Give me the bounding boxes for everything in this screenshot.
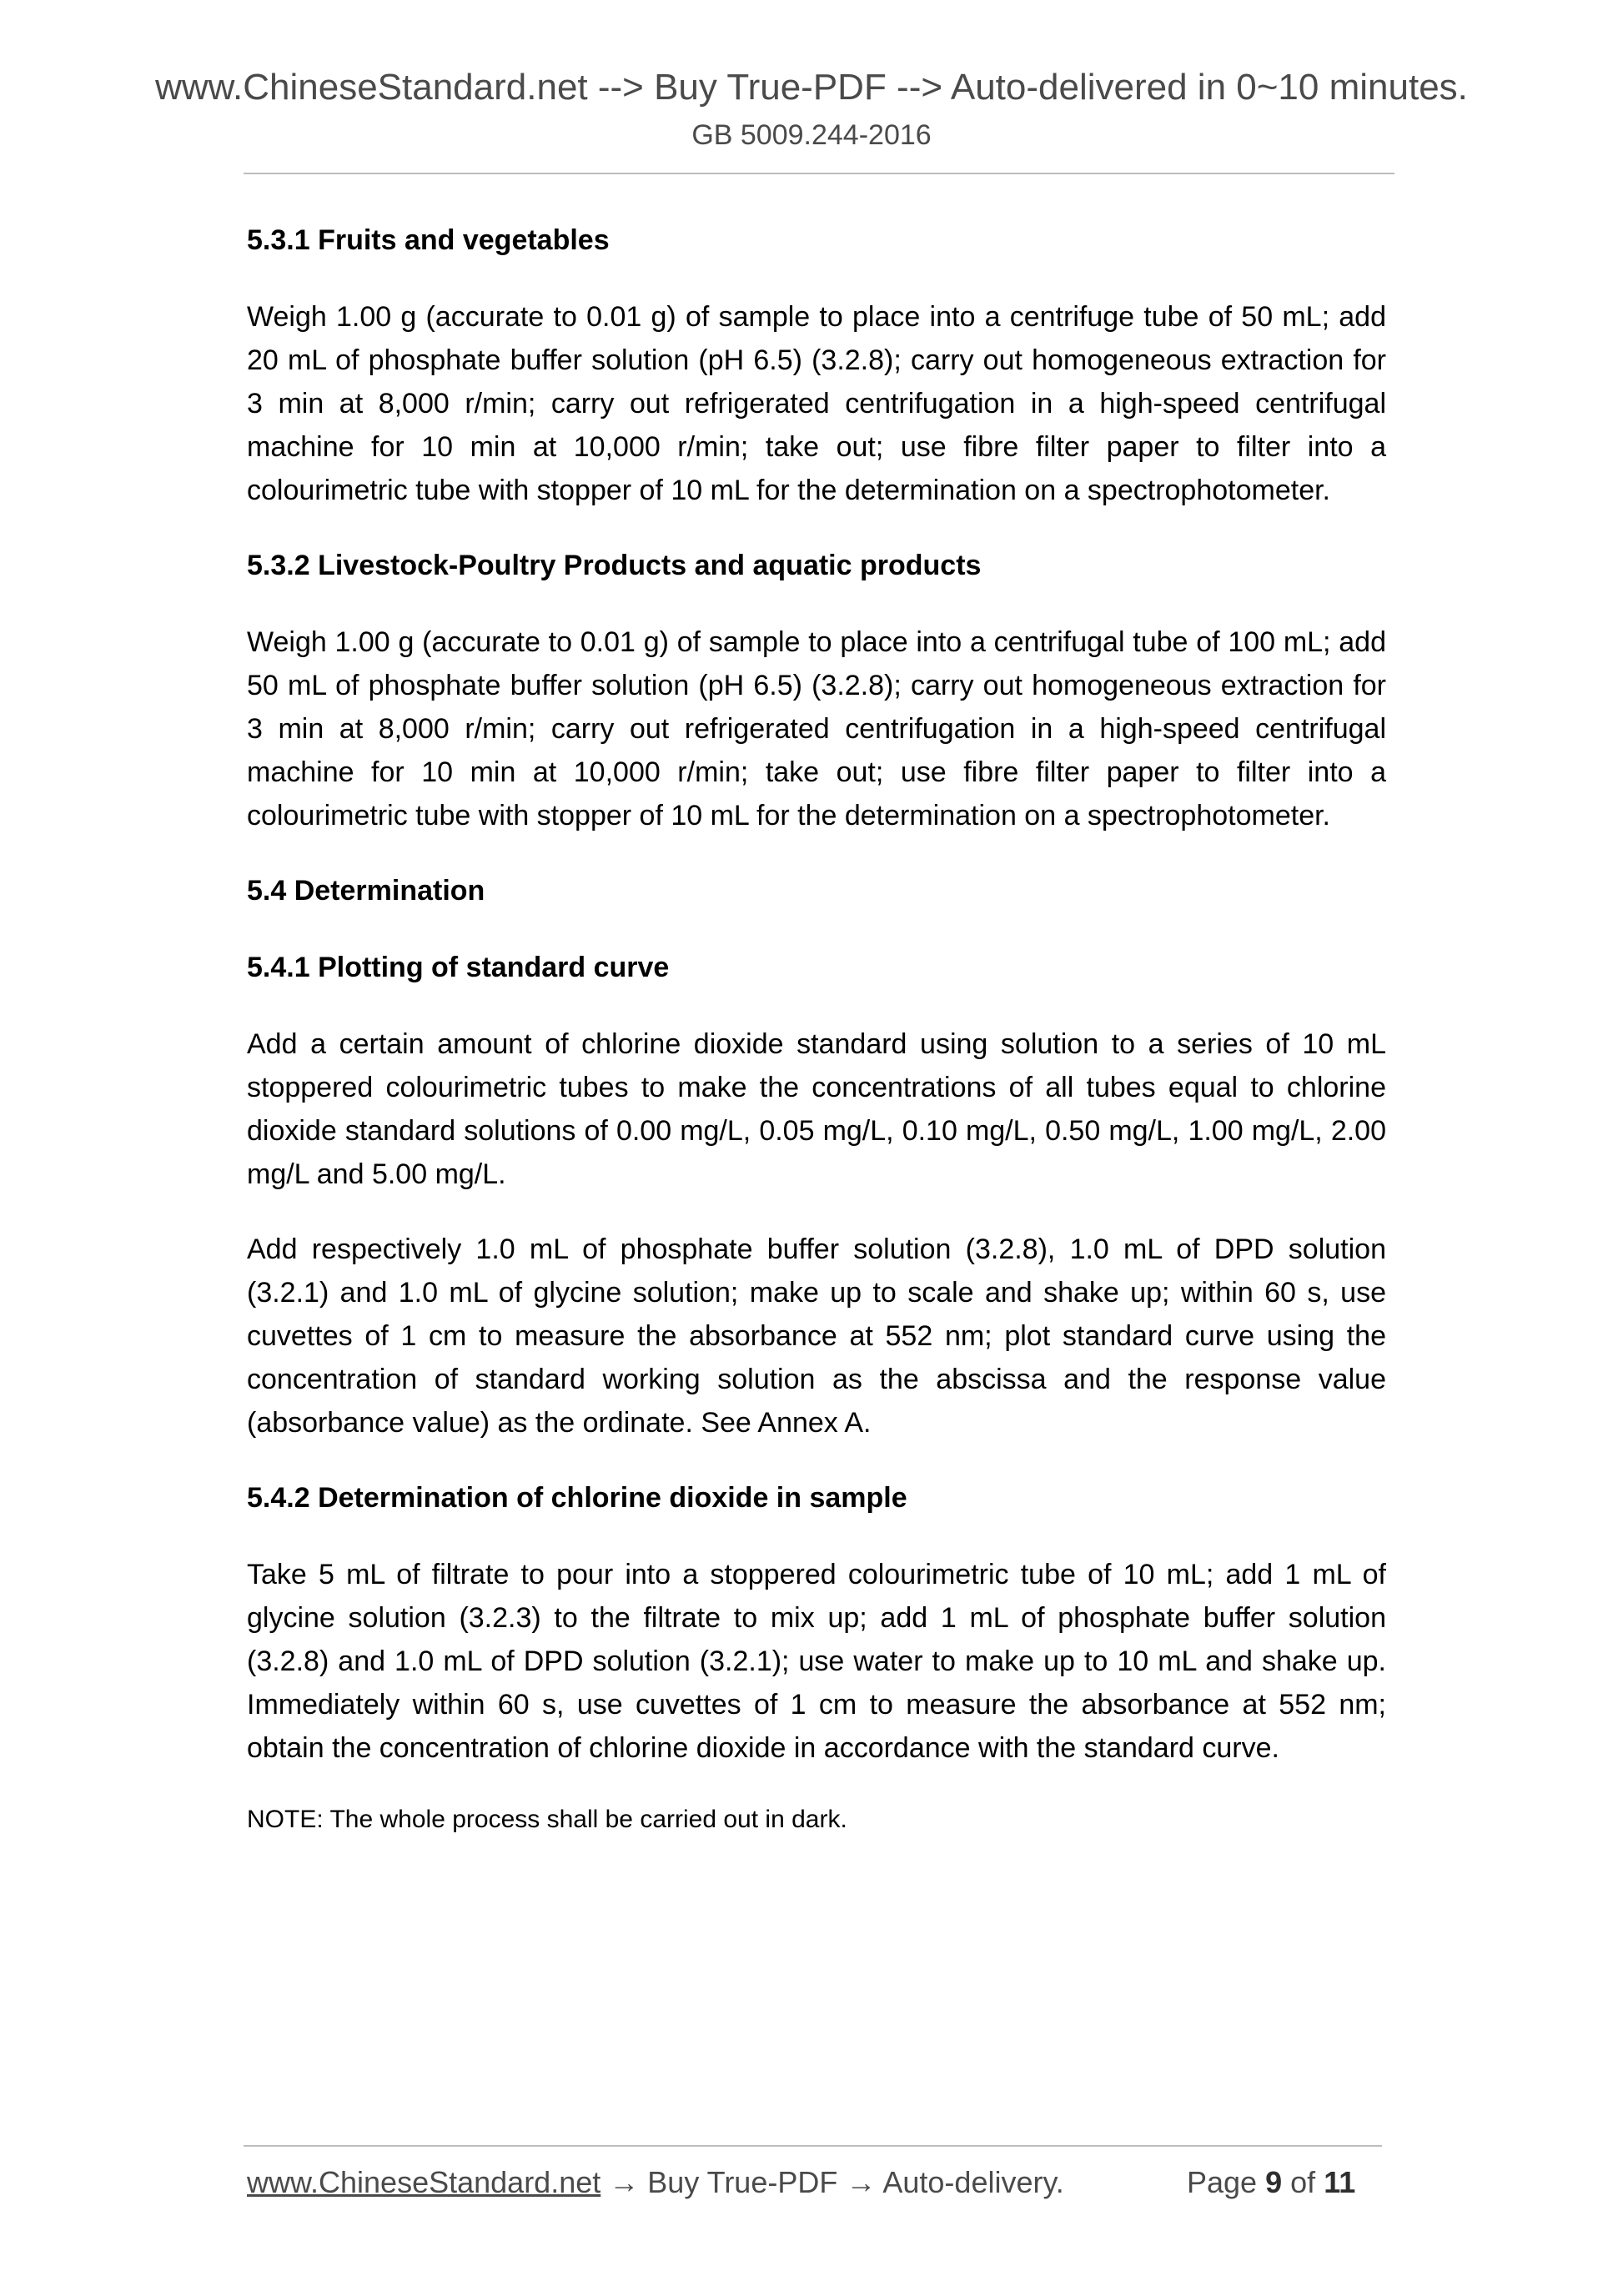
site-link[interactable]: www.ChineseStandard.net xyxy=(247,2165,601,2199)
footer-divider xyxy=(244,2145,1382,2147)
header-banner: www.ChineseStandard.net --> Buy True-PDF --> Auto-delivered in 0~10 minutes. xyxy=(155,67,1468,108)
section-5-4-1-text-2: Add respectively 1.0 mL of phosphate buffer solution (3.2.8), 1.0 mL of DPD solution (3.2.1) and 1.0 mL of glycine solution; make up to scale and shake up; within 60 s, use cuvettes of 1 cm to measure the absorbance at 552 nm; plot standard curve using the concentration of standard working solution as the abscissa and the response value (absorbance value) as the ordinate. See Annex A. xyxy=(247,1233,1386,1439)
section-5-3-2-text: Weigh 1.00 g (accurate to 0.01 g) of sample to place into a centrifugal tube of 100 mL; add 50 mL of phosphate buffer solution (pH 6.5) (3.2.8); carry out homogeneous extraction for 3 min at 8,000 r/min; carry out refrigerated centrifugation in a high-speed centrifugal machine for 10 min at 10,000 r/min; take out; use fibre filter paper to filter into a colourimetric tube with stopper of 10 mL for the determination on a spectrophotometer. xyxy=(247,626,1386,831)
current-page: 9 xyxy=(1265,2165,1283,2199)
page-number xyxy=(1187,2163,1355,2203)
delivery-text: Auto-delivery. xyxy=(882,2165,1064,2199)
standard-code: GB 5009.244-2016 xyxy=(691,119,932,151)
arrow-icon: → xyxy=(609,2165,640,2199)
arrow-icon: → xyxy=(846,2165,877,2199)
total-pages: 11 xyxy=(1324,2165,1356,2199)
section-5-3-1-text: Weigh 1.00 g (accurate to 0.01 g) of sample to place into a centrifuge tube of 50 mL; add 20 mL of phosphate buffer solution (pH 6.5) (3.2.8); carry out homogeneous extraction for 3 min at 8,000 r/min; carry out refrigerated centrifugation in a high-speed centrifugal machine for 10 min at 10,000 r/min; take out; use fibre filter paper to filter into a colourimetric tube with stopper of 10 mL for the determination on a spectrophotometer. xyxy=(247,301,1386,506)
note-text: NOTE: The whole process shall be carried out in dark. xyxy=(247,1806,847,1833)
section-5-4-title: 5.4 Determination xyxy=(247,875,485,907)
document-body xyxy=(247,219,1386,1838)
section-5-4-1-text-1: Add a certain amount of chlorine dioxide standard using solution to a series of 10 mL stoppered colourimetric tubes to make the concentrations of all tubes equal to chlorine dioxide standard solutions of 0.00 mg/L, 0.05 mg/L, 0.10 mg/L, 0.50 mg/L, 1.00 mg/L, 2.00 mg/L and 5.00 mg/L. xyxy=(247,1028,1386,1190)
section-5-4-1-title: 5.4.1 Plotting of standard curve xyxy=(247,952,670,983)
section-5-4-2-title: 5.4.2 Determination of chlorine dioxide in sample xyxy=(247,1482,907,1514)
buy-text: Buy True-PDF xyxy=(647,2165,838,2199)
page-label: Page xyxy=(1187,2165,1258,2199)
of-label: of xyxy=(1290,2165,1316,2199)
header-divider xyxy=(244,173,1394,174)
section-5-4-2-text: Take 5 mL of filtrate to pour into a stoppered colourimetric tube of 10 mL; add 1 mL of glycine solution (3.2.3) to the filtrate to mix up; add 1 mL of phosphate buffer solution (3.2.8) and 1.0 mL of DPD solution (3.2.1); use water to make up to 10 mL and shake up. Immediately within 60 s, use cuvettes of 1 cm to measure the absorbance at 552 nm; obtain the concentration of chlorine dioxide in accordance with the standard curve. xyxy=(247,1559,1386,1764)
section-5-3-1-title: 5.3.1 Fruits and vegetables xyxy=(247,224,610,256)
footer-links xyxy=(247,2163,1064,2203)
section-5-3-2-title: 5.3.2 Livestock-Poultry Products and aquatic products xyxy=(247,550,982,581)
